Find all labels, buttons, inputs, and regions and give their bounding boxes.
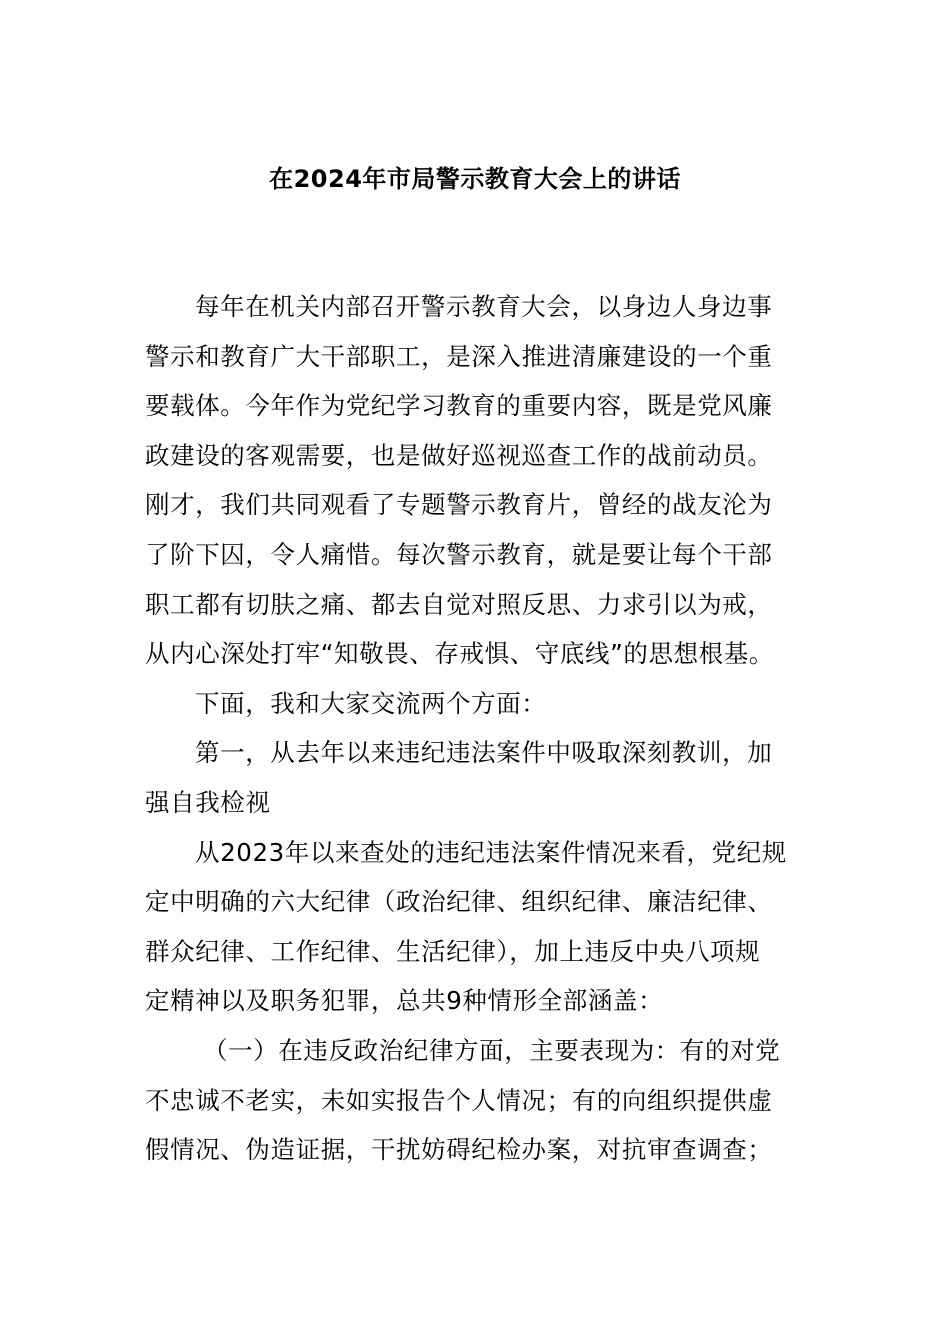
paragraph-line: 群众纪律、工作纪律、生活纪律），加上违反中央八项规 [145,936,761,966]
paragraph-line: 每年在机关内部召开警示教育大会，以身边人身边事 [195,292,773,321]
paragraph-line: 从2023年以来查处的违纪违法案件情况来看，党纪规 [195,837,787,867]
paragraph-line: 不忠诚不老实，未如实报告个人情况；有的向组织提供虚 [145,1085,773,1115]
paragraph-line: 定精神以及职务犯罪，总共9种情形全部涵盖： [145,986,664,1016]
subsection-line: （一）在违反政治纪律方面，主要表现为：有的对党 [203,1035,781,1065]
paragraph-line: 要载体。今年作为党纪学习教育的重要内容，既是党风廉 [145,391,773,421]
paragraph-line: 了阶下囚，令人痛惜。每次警示教育，就是要让每个干部 [145,539,773,569]
paragraph-line: 警示和教育广大干部职工，是深入推进清廉建设的一个重 [145,341,773,371]
paragraph-line: 从内心深处打牢“知敬畏、存戒惧、守底线”的思想根基。 [145,639,774,669]
document-body [145,282,809,1175]
document-title: 在2024年市局警示教育大会上的讲话 [269,165,681,193]
paragraph-line: 定中明确的六大纪律（政治纪律、组织纪律、廉洁纪律、 [145,887,773,917]
paragraph-line: 假情况、伪造证据，干扰妨碍纪检办案，对抗审查调查； [145,1135,773,1165]
paragraph-line: 政建设的客观需要，也是做好巡视巡查工作的战前动员。 [145,440,773,470]
paragraph-line: 职工都有切肤之痛、都去自觉对照反思、力求引以为戒， [145,589,773,619]
paragraph-line: 下面，我和大家交流两个方面： [195,688,547,718]
section-heading-line: 第一，从去年以来违纪违法案件中吸取深刻教训，加 [195,738,773,768]
section-heading-line: 强自我检视 [145,787,271,817]
paragraph-line: 刚才，我们共同观看了专题警示教育片，曾经的战友沦为 [145,490,773,520]
